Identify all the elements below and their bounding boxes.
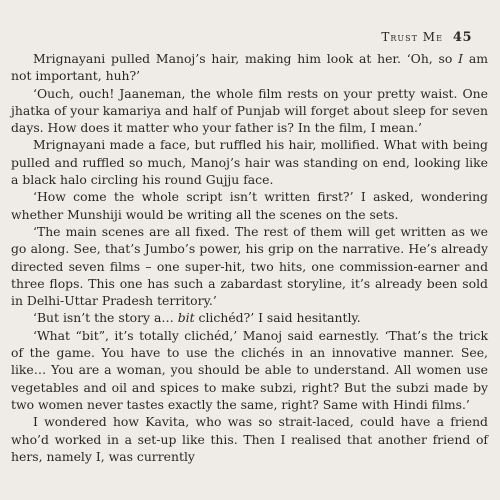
paragraph xyxy=(11,50,488,85)
paragraph xyxy=(11,136,488,188)
body-text xyxy=(11,50,488,465)
paragraph xyxy=(11,413,488,465)
emphasis-text: bit xyxy=(177,310,195,326)
paragraph xyxy=(11,223,488,309)
paragraph xyxy=(11,309,488,326)
page-number: 45 xyxy=(452,30,472,45)
paragraph-text: ‘But isn’t the story a… xyxy=(33,310,178,326)
paragraph-text: Mrignayani made a face, but ruffled his hair, mollified. What with being pulled and ruffled so much, Manoj’s hair was standing on end, looking like a black halo circling his round Gujju face. xyxy=(11,137,488,188)
paragraph-text: clichéd?’ I said hesitantly. xyxy=(194,310,361,326)
paragraph-text: ‘What “bit”, it’s totally clichéd,’ Manoj said earnestly. ‘That’s the trick of the game. You have to use the clichés in an innovative manner. See, like… You are a woman, you should be able to understand. All women use vegetables and oil and spices to make subzi, right? But the subzi made by two women never tastes exactly the same, right? Same with Hindi films.’ xyxy=(11,327,488,412)
running-head xyxy=(381,30,472,45)
paragraph xyxy=(11,327,488,413)
paragraph-text: I wondered how Kavita, who was so strait-laced, could have a friend who’d worked in a set-up like this. Then I realised that another friend of hers, namely I, was currently xyxy=(11,414,488,464)
paragraph xyxy=(11,85,488,137)
paragraph-text: ‘Ouch, ouch! Jaaneman, the whole film rests on your pretty waist. One jhatka of your kamariya and half of Punjab will forget about sleep for seven days. How does it matter who your father is? In the film, I mean.’ xyxy=(11,85,488,136)
paragraph xyxy=(11,188,488,223)
running-title: Trust Me xyxy=(381,30,443,44)
emphasis-text: I xyxy=(458,51,464,66)
paragraph-text: Mrignayani pulled Manoj’s hair, making him look at her. ‘Oh, so xyxy=(33,51,459,66)
paragraph-text: am not important, huh?’ xyxy=(11,51,488,84)
paragraph-text: ‘The main scenes are all fixed. The rest of them will get written as we go along. See, that’s Jumbo’s power, his grip on the narrative. He’s already directed seven films – one super-hit, two hits, one commission-earner and three flops. This one has such a zabardast storyline, it’s already been sold in Delhi-Uttar Pradesh territory.’ xyxy=(11,223,488,309)
paragraph-text: ‘How come the whole script isn’t written first?’ I asked, wondering whether Munshiji would be writing all the scenes on the sets. xyxy=(11,189,488,222)
